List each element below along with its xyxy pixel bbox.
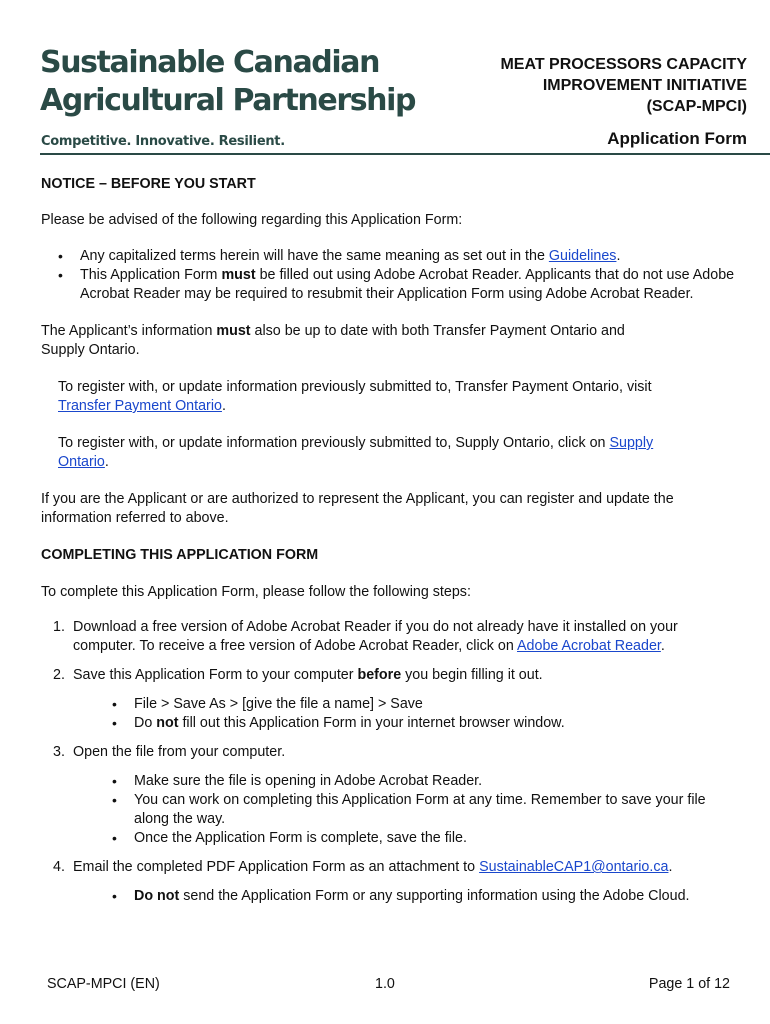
up-to-date-paragraph: The Applicant’s information must also be up to date with both Transfer Payment Ontario and Supply Ontario. bbox=[41, 323, 625, 358]
program-title-line-3: (SCAP-MPCI) bbox=[646, 98, 747, 115]
notice-heading: NOTICE – BEFORE YOU START bbox=[41, 176, 256, 192]
header-divider bbox=[40, 153, 770, 155]
transfer-payment-ontario-link[interactable]: Transfer Payment Ontario bbox=[58, 398, 222, 414]
footer-version: 1.0 bbox=[375, 976, 395, 992]
notice-bullet-list bbox=[41, 247, 741, 304]
step-2-sublist bbox=[41, 695, 741, 733]
steps-list bbox=[41, 618, 741, 906]
program-title bbox=[500, 54, 747, 117]
step-3: 3. Open the file from your computer. • Make sure the file is opening in Adobe Acrobat Reader. • You can work on completing this Application Form at any time. Remember to save your file along the way. • Once the Application Form is complete, save the file. bbox=[41, 743, 741, 848]
program-title-line-1: MEAT PROCESSORS CAPACITY bbox=[500, 56, 747, 73]
adobe-acrobat-reader-link[interactable]: Adobe Acrobat Reader bbox=[517, 638, 661, 654]
supply-ontario-link[interactable]: Supply Ontario bbox=[58, 435, 654, 470]
email-link[interactable]: SustainableCAP1@ontario.ca bbox=[479, 859, 669, 875]
program-logo bbox=[40, 44, 415, 120]
footer-page-number: Page 1 of 12 bbox=[648, 976, 730, 992]
program-title-line-2: IMPROVEMENT INITIATIVE bbox=[542, 77, 747, 94]
list-item: • This Application Form must be filled out using Adobe Acrobat Reader. Applicants that do not use Adobe Acrobat Reader may be required to resubmit their Application Form using Adobe Acrobat Reader. bbox=[41, 266, 741, 304]
step-4-sublist bbox=[41, 887, 741, 906]
authorized-paragraph: If you are the Applicant or are authorized to represent the Applicant, you can register and update the information referred to above. bbox=[41, 491, 674, 526]
logo-line-2: Agricultural Partnership bbox=[40, 83, 416, 118]
logo-tagline: Competitive. Innovative. Resilient. bbox=[41, 134, 285, 149]
list-item: • File > Save As > [give the file a name] > Save bbox=[41, 695, 741, 714]
completing-heading: COMPLETING THIS APPLICATION FORM bbox=[41, 547, 319, 563]
list-item: • Do not send the Application Form or any supporting information using the Adobe Cloud. bbox=[41, 887, 741, 906]
notice-intro: Please be advised of the following regarding this Application Form: bbox=[41, 212, 463, 228]
form-type-title: Application Form bbox=[607, 129, 747, 148]
tpo-paragraph: To register with, or update information previously submitted to, Transfer Payment Ontario, visit Transfer Payment Ontario. bbox=[58, 379, 652, 414]
list-item: • Once the Application Form is complete, save the file. bbox=[41, 829, 741, 848]
step-4: 4. Email the completed PDF Application Form as an attachment to SustainableCAP1@ontario.ca. • Do not send the Application Form or any supporting information using the Adobe Cloud. bbox=[41, 858, 741, 906]
completing-intro: To complete this Application Form, please follow the following steps: bbox=[41, 584, 471, 600]
list-item: • Do not fill out this Application Form in your internet browser window. bbox=[41, 714, 741, 733]
list-item: • You can work on completing this Application Form at any time. Remember to save your file along the way. bbox=[41, 791, 729, 829]
footer-doc-code: SCAP-MPCI (EN) bbox=[47, 976, 160, 992]
step-3-sublist bbox=[41, 772, 741, 848]
guidelines-link[interactable]: Guidelines bbox=[548, 248, 617, 264]
list-item: • Any capitalized terms herein will have the same meaning as set out in the Guidelines. bbox=[41, 247, 741, 266]
list-item: • Make sure the file is opening in Adobe Acrobat Reader. bbox=[41, 772, 741, 791]
page-content bbox=[41, 175, 741, 906]
step-1: 1. Download a free version of Adobe Acrobat Reader if you do not already have it installed on your computer. To receive a free version of Adobe Acrobat Reader, click on Adobe Acrobat Reader. bbox=[53, 619, 678, 654]
supply-ontario-paragraph: To register with, or update information previously submitted to, Supply Ontario, click on Supply Ontario. bbox=[58, 435, 654, 470]
step-2: 2. Save this Application Form to your computer before you begin filling it out. • File > Save As > [give the file a name] > Save • Do not fill out this Application Form in your internet browser window. bbox=[41, 666, 741, 733]
logo-line-1: Sustainable Canadian bbox=[40, 45, 380, 80]
